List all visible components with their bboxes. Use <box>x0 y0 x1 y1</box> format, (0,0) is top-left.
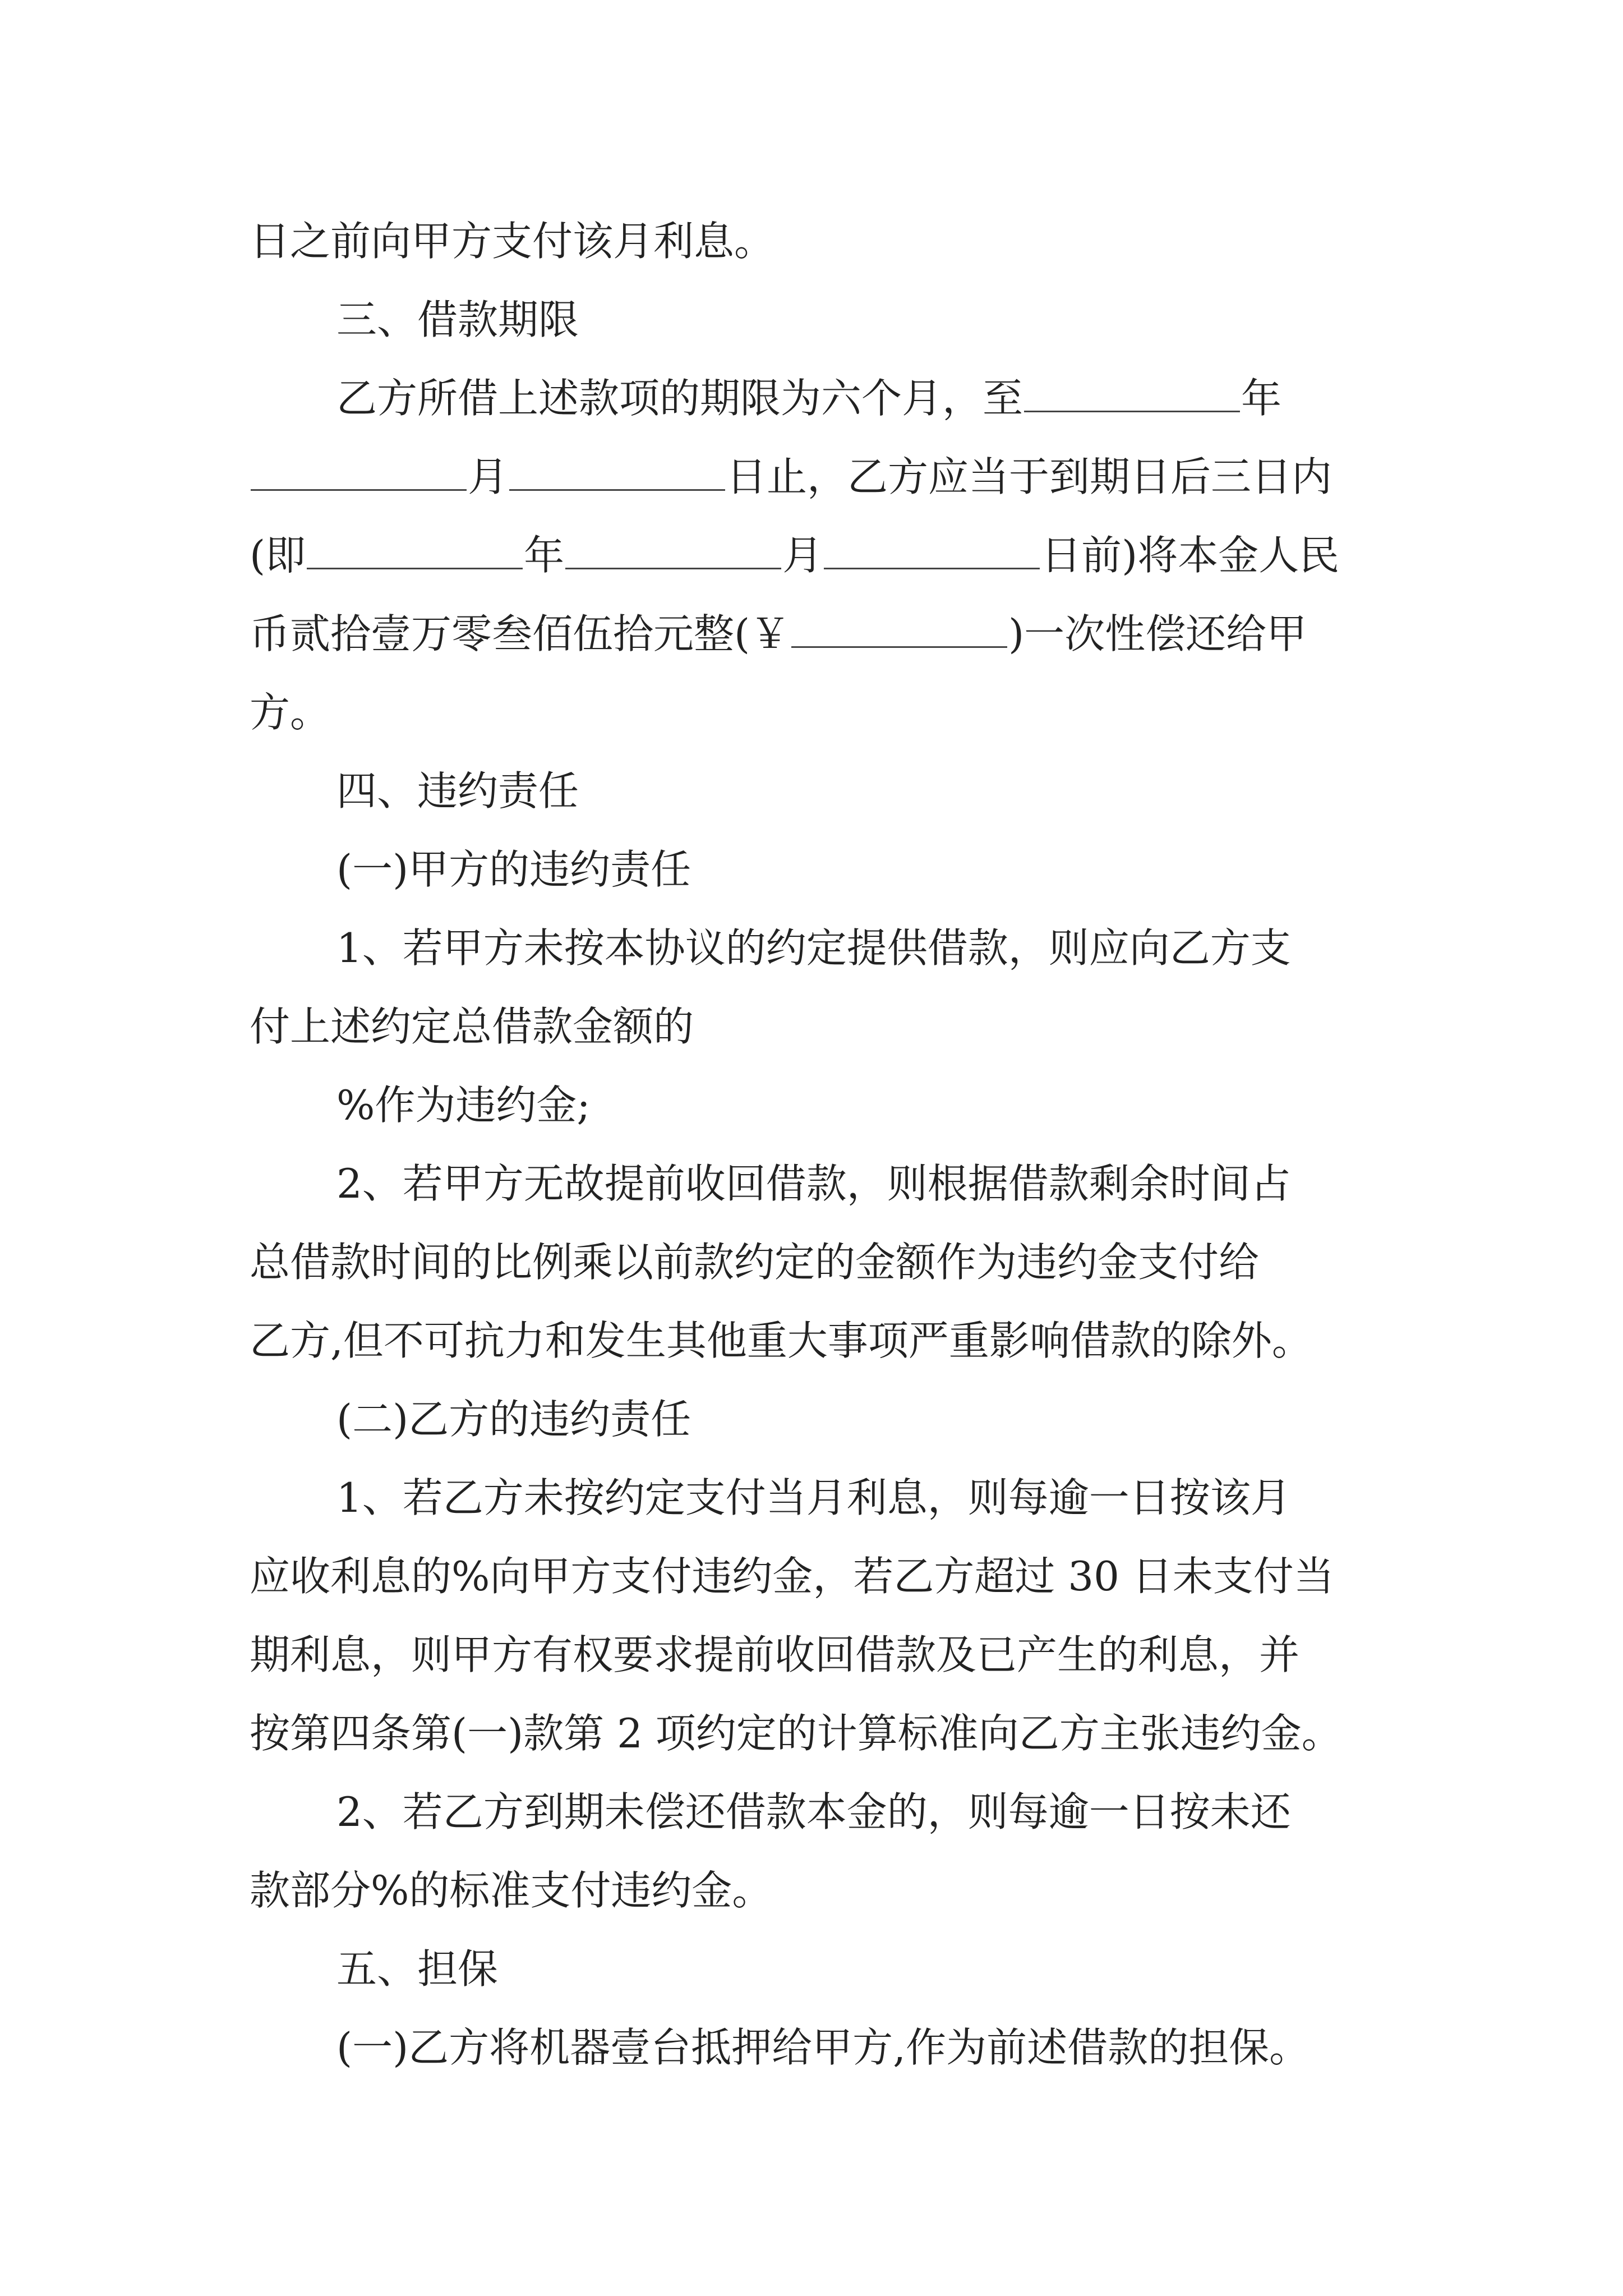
text-line <box>250 438 1332 516</box>
text-segment: 日前)将本金人民 <box>1041 532 1340 579</box>
text-line <box>336 2008 1310 2087</box>
text-line <box>250 1301 1312 1380</box>
text-segment: 乙方,但不可抗力和发生其他重大事项严重影响借款的除外。 <box>250 1317 1312 1364</box>
blank-field <box>791 607 1007 648</box>
text-line <box>250 202 774 280</box>
text-segment: 款部分%的标准支付违约金。 <box>250 1867 773 1914</box>
text-segment: 1、若甲方未按本协议的约定提供借款，则应向乙方支 <box>336 924 1291 972</box>
blank-field <box>1024 371 1240 412</box>
text-line <box>250 1223 1259 1301</box>
text-segment: 总借款时间的比例乘以前款约定的金额作为违约金支付给 <box>250 1239 1260 1286</box>
text-line <box>250 673 330 752</box>
text-segment: (即 <box>250 532 306 579</box>
text-segment: 月 <box>468 453 509 500</box>
text-segment: 日之前向甲方支付该月利息。 <box>250 218 775 265</box>
text-segment: 五、担保 <box>336 1945 499 1993</box>
text-line <box>250 1851 772 1930</box>
section-heading <box>336 752 579 830</box>
blank-field <box>307 528 523 569</box>
text-segment: 应收利息的%向甲方支付违约金，若乙方超过 30 日未支付当 <box>250 1553 1334 1600</box>
text-segment: 乙方所借上述款项的期限为六个月，至 <box>336 375 1023 422</box>
text-segment: 四、违约责任 <box>336 767 579 815</box>
text-line <box>336 359 1281 438</box>
text-segment: 付上述约定总借款金额的 <box>250 1003 694 1050</box>
text-segment: (一)甲方的违约责任 <box>336 846 691 893</box>
text-segment: 期利息，则甲方有权要求提前收回借款及已产生的利息，并 <box>250 1631 1300 1678</box>
text-line <box>336 1773 1291 1851</box>
text-line <box>250 987 694 1066</box>
subsection-heading <box>336 1380 691 1458</box>
text-segment: 按第四条第(一)款第 2 项约定的计算标准向乙方主张违约金。 <box>250 1710 1342 1757</box>
text-segment: 1、若乙方未按约定支付当月利息，则每逾一日按该月 <box>336 1474 1291 1521</box>
text-segment: 月 <box>782 532 823 579</box>
text-line <box>336 1458 1291 1537</box>
text-segment: 三、借款期限 <box>336 296 579 343</box>
text-line <box>250 1537 1334 1616</box>
section-heading <box>336 1930 498 2008</box>
text-segment: )一次性偿还给甲 <box>1008 610 1307 657</box>
blank-field <box>251 450 467 491</box>
text-segment: 方。 <box>250 689 331 736</box>
text-segment: 币贰拾壹万零叁佰伍拾元整(￥ <box>250 610 791 657</box>
text-segment: 日止，乙方应当于到期日后三日内 <box>726 453 1332 500</box>
text-segment: (二)乙方的违约责任 <box>336 1396 691 1443</box>
text-segment: %作为违约金; <box>336 1082 591 1129</box>
text-line <box>336 909 1291 987</box>
text-segment: 年 <box>1241 375 1282 422</box>
subsection-heading <box>336 830 691 909</box>
text-segment: 2、若甲方无故提前收回借款，则根据借款剩余时间占 <box>336 1160 1291 1207</box>
text-line <box>250 516 1339 595</box>
text-segment: 2、若乙方到期未偿还借款本金的，则每逾一日按未还 <box>336 1788 1291 1835</box>
blank-field <box>509 450 725 491</box>
text-line <box>250 1694 1342 1773</box>
text-segment: (一)乙方将机器壹台抵押给甲方,作为前述借款的担保。 <box>336 2024 1310 2071</box>
text-line <box>250 595 1307 673</box>
blank-field <box>824 528 1040 569</box>
text-line <box>250 1616 1299 1694</box>
section-heading <box>336 280 579 359</box>
text-line <box>336 1144 1291 1223</box>
blank-field <box>565 528 781 569</box>
text-segment: 年 <box>524 532 565 579</box>
text-line <box>336 1066 591 1144</box>
